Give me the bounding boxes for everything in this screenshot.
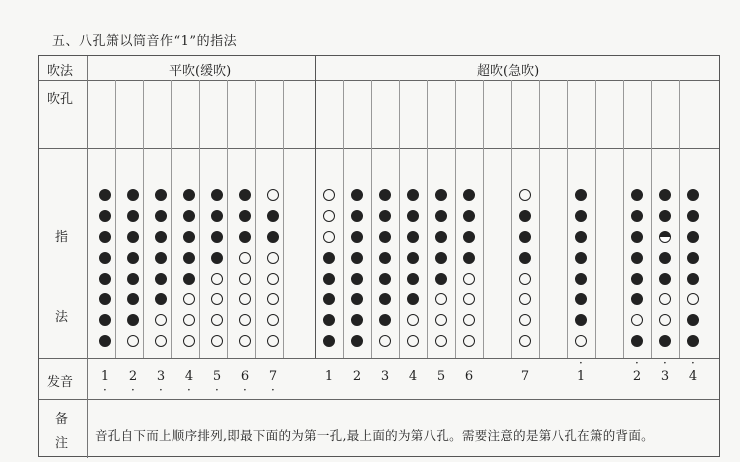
open-hole: [211, 273, 223, 285]
pitch-label: 2: [128, 369, 138, 384]
closed-hole: [155, 273, 167, 285]
closed-hole: [659, 210, 671, 222]
column-divider: [343, 80, 344, 358]
open-hole: [267, 293, 279, 305]
closed-hole: [687, 335, 699, 347]
column-divider: [255, 80, 256, 358]
closed-hole: [127, 189, 139, 201]
closed-hole: [267, 231, 279, 243]
low-octave-dot: ·: [215, 383, 219, 397]
open-hole: [183, 335, 195, 347]
open-hole: [239, 335, 251, 347]
closed-hole: [99, 210, 111, 222]
closed-hole: [631, 231, 643, 243]
column-divider: [595, 80, 596, 358]
column-divider: [455, 80, 456, 358]
open-hole: [239, 314, 251, 326]
closed-hole: [631, 273, 643, 285]
closed-hole: [575, 314, 587, 326]
open-hole: [519, 335, 531, 347]
column-divider: [567, 80, 568, 358]
closed-hole: [351, 273, 363, 285]
open-hole: [463, 335, 475, 347]
closed-hole: [155, 293, 167, 305]
open-hole: [379, 335, 391, 347]
closed-hole: [631, 335, 643, 347]
closed-hole: [351, 210, 363, 222]
open-hole: [519, 314, 531, 326]
closed-hole: [127, 293, 139, 305]
closed-hole: [463, 231, 475, 243]
closed-hole: [99, 231, 111, 243]
open-hole: [435, 293, 447, 305]
closed-hole: [687, 210, 699, 222]
high-octave-dot: ·: [663, 356, 667, 370]
closed-hole: [379, 231, 391, 243]
closed-hole: [519, 252, 531, 264]
closed-hole: [99, 189, 111, 201]
open-hole: [463, 273, 475, 285]
column-divider: [143, 80, 144, 358]
closed-hole: [155, 210, 167, 222]
open-hole: [155, 335, 167, 347]
open-hole: [631, 314, 643, 326]
closed-hole: [379, 252, 391, 264]
open-hole: [659, 293, 671, 305]
closed-hole: [155, 189, 167, 201]
section-high-title: 超吹(急吹): [477, 64, 540, 79]
open-hole: [463, 293, 475, 305]
closed-hole: [323, 293, 335, 305]
open-hole: [463, 314, 475, 326]
closed-hole: [575, 293, 587, 305]
open-hole: [239, 252, 251, 264]
closed-hole: [99, 335, 111, 347]
closed-hole: [687, 314, 699, 326]
pitch-label: 1: [324, 369, 334, 384]
closed-hole: [463, 210, 475, 222]
open-hole: [687, 293, 699, 305]
pitch-label: 5: [212, 369, 222, 384]
open-hole: [211, 293, 223, 305]
closed-hole: [407, 210, 419, 222]
pitch-label: 6: [240, 369, 250, 384]
closed-hole: [407, 293, 419, 305]
low-octave-dot: ·: [131, 383, 135, 397]
open-hole: [127, 335, 139, 347]
open-hole: [267, 314, 279, 326]
closed-hole: [463, 252, 475, 264]
closed-hole: [687, 252, 699, 264]
closed-hole: [379, 273, 391, 285]
open-hole: [239, 273, 251, 285]
fingering-chart: [38, 55, 720, 457]
note-text: 音孔自下而上顺序排列,即最下面的为第一孔,最上面的为第八孔。需要注意的是第八孔在箫的背面。: [95, 428, 654, 443]
column-divider: [651, 80, 652, 358]
pitch-label: 4: [184, 369, 194, 384]
pitch-label: 3: [380, 369, 390, 384]
pitch-label: 1: [576, 369, 586, 384]
column-divider: [115, 80, 116, 358]
open-hole: [267, 273, 279, 285]
column-divider: [199, 80, 200, 358]
closed-hole: [631, 210, 643, 222]
pitch-label: 4: [688, 369, 698, 384]
column-divider: [511, 80, 512, 358]
closed-hole: [379, 210, 391, 222]
closed-hole: [435, 231, 447, 243]
closed-hole: [519, 231, 531, 243]
closed-hole: [687, 231, 699, 243]
column-divider: [371, 80, 372, 358]
row-label-notes-1: 备: [55, 412, 69, 427]
label-column-divider: [87, 56, 88, 458]
open-hole: [323, 210, 335, 222]
open-hole: [519, 293, 531, 305]
closed-hole: [211, 252, 223, 264]
row-label-method: 吹法: [47, 64, 74, 79]
section-divider: [315, 56, 316, 358]
pitch-label: 5: [436, 369, 446, 384]
closed-hole: [659, 335, 671, 347]
closed-hole: [687, 189, 699, 201]
closed-hole: [239, 231, 251, 243]
closed-hole: [575, 210, 587, 222]
closed-hole: [379, 189, 391, 201]
row-label-fingering-1: 指: [55, 230, 69, 245]
closed-hole: [127, 252, 139, 264]
closed-hole: [351, 231, 363, 243]
closed-hole: [127, 231, 139, 243]
open-hole: [435, 314, 447, 326]
row-divider: [39, 358, 719, 359]
closed-hole: [127, 314, 139, 326]
closed-hole: [659, 273, 671, 285]
closed-hole: [211, 231, 223, 243]
row-divider: [39, 148, 719, 149]
column-divider: [427, 80, 428, 358]
closed-hole: [659, 231, 671, 243]
section-low-title: 平吹(缓吹): [169, 64, 232, 79]
open-hole: [239, 293, 251, 305]
open-hole: [267, 189, 279, 201]
low-octave-dot: ·: [187, 383, 191, 397]
closed-hole: [407, 231, 419, 243]
closed-hole: [211, 210, 223, 222]
closed-hole: [351, 335, 363, 347]
closed-hole: [183, 210, 195, 222]
closed-hole: [435, 210, 447, 222]
closed-hole: [155, 231, 167, 243]
open-hole: [323, 189, 335, 201]
closed-hole: [127, 273, 139, 285]
row-label-notes-2: 注: [55, 436, 69, 451]
closed-hole: [267, 210, 279, 222]
closed-hole: [407, 273, 419, 285]
closed-hole: [99, 252, 111, 264]
closed-hole: [155, 252, 167, 264]
closed-hole: [631, 293, 643, 305]
row-label-holes: 吹孔: [47, 92, 74, 107]
closed-hole: [659, 252, 671, 264]
column-divider: [679, 80, 680, 358]
open-hole: [407, 314, 419, 326]
closed-hole: [99, 314, 111, 326]
closed-hole: [435, 273, 447, 285]
open-hole: [519, 273, 531, 285]
page-title: 五、八孔箫以筒音作“1”的指法: [52, 34, 238, 49]
closed-hole: [631, 252, 643, 264]
closed-hole: [407, 252, 419, 264]
open-hole: [267, 335, 279, 347]
pitch-label: 3: [156, 369, 166, 384]
closed-hole: [323, 335, 335, 347]
column-divider: [399, 80, 400, 358]
open-hole: [323, 231, 335, 243]
pitch-label: 1: [100, 369, 110, 384]
closed-hole: [99, 293, 111, 305]
row-label-fingering-2: 法: [55, 310, 69, 325]
closed-hole: [211, 189, 223, 201]
low-octave-dot: ·: [103, 383, 107, 397]
pitch-label: 7: [520, 369, 530, 384]
open-hole: [267, 252, 279, 264]
closed-hole: [351, 189, 363, 201]
row-label-pitch: 发音: [47, 375, 74, 390]
closed-hole: [463, 189, 475, 201]
closed-hole: [435, 189, 447, 201]
closed-hole: [351, 314, 363, 326]
high-octave-dot: ·: [579, 356, 583, 370]
closed-hole: [575, 231, 587, 243]
open-hole: [435, 335, 447, 347]
closed-hole: [323, 273, 335, 285]
open-hole: [183, 314, 195, 326]
open-hole: [211, 335, 223, 347]
closed-hole: [575, 273, 587, 285]
low-octave-dot: ·: [243, 383, 247, 397]
closed-hole: [435, 252, 447, 264]
closed-hole: [519, 210, 531, 222]
pitch-label: 2: [352, 369, 362, 384]
high-octave-dot: ·: [691, 356, 695, 370]
closed-hole: [407, 189, 419, 201]
closed-hole: [323, 314, 335, 326]
closed-hole: [659, 189, 671, 201]
pitch-label: 7: [268, 369, 278, 384]
pitch-label: 2: [632, 369, 642, 384]
high-octave-dot: ·: [635, 356, 639, 370]
closed-hole: [575, 252, 587, 264]
closed-hole: [183, 252, 195, 264]
pitch-label: 6: [464, 369, 474, 384]
column-divider: [227, 80, 228, 358]
closed-hole: [239, 210, 251, 222]
closed-hole: [323, 252, 335, 264]
pitch-label: 3: [660, 369, 670, 384]
open-hole: [519, 189, 531, 201]
column-divider: [171, 80, 172, 358]
low-octave-dot: ·: [159, 383, 163, 397]
closed-hole: [379, 314, 391, 326]
column-divider: [539, 80, 540, 358]
pitch-label: 4: [408, 369, 418, 384]
closed-hole: [575, 189, 587, 201]
closed-hole: [99, 273, 111, 285]
closed-hole: [183, 231, 195, 243]
closed-hole: [379, 293, 391, 305]
column-divider: [623, 80, 624, 358]
open-hole: [659, 314, 671, 326]
open-hole: [407, 335, 419, 347]
closed-hole: [239, 189, 251, 201]
open-hole: [183, 293, 195, 305]
open-hole: [575, 335, 587, 347]
closed-hole: [351, 293, 363, 305]
column-divider: [483, 80, 484, 358]
closed-hole: [351, 252, 363, 264]
row-divider: [39, 80, 719, 81]
closed-hole: [631, 189, 643, 201]
low-octave-dot: ·: [271, 383, 275, 397]
row-divider: [39, 399, 719, 400]
closed-hole: [183, 273, 195, 285]
open-hole: [211, 314, 223, 326]
column-divider: [283, 80, 284, 358]
closed-hole: [127, 210, 139, 222]
closed-hole: [687, 273, 699, 285]
closed-hole: [183, 189, 195, 201]
open-hole: [155, 314, 167, 326]
